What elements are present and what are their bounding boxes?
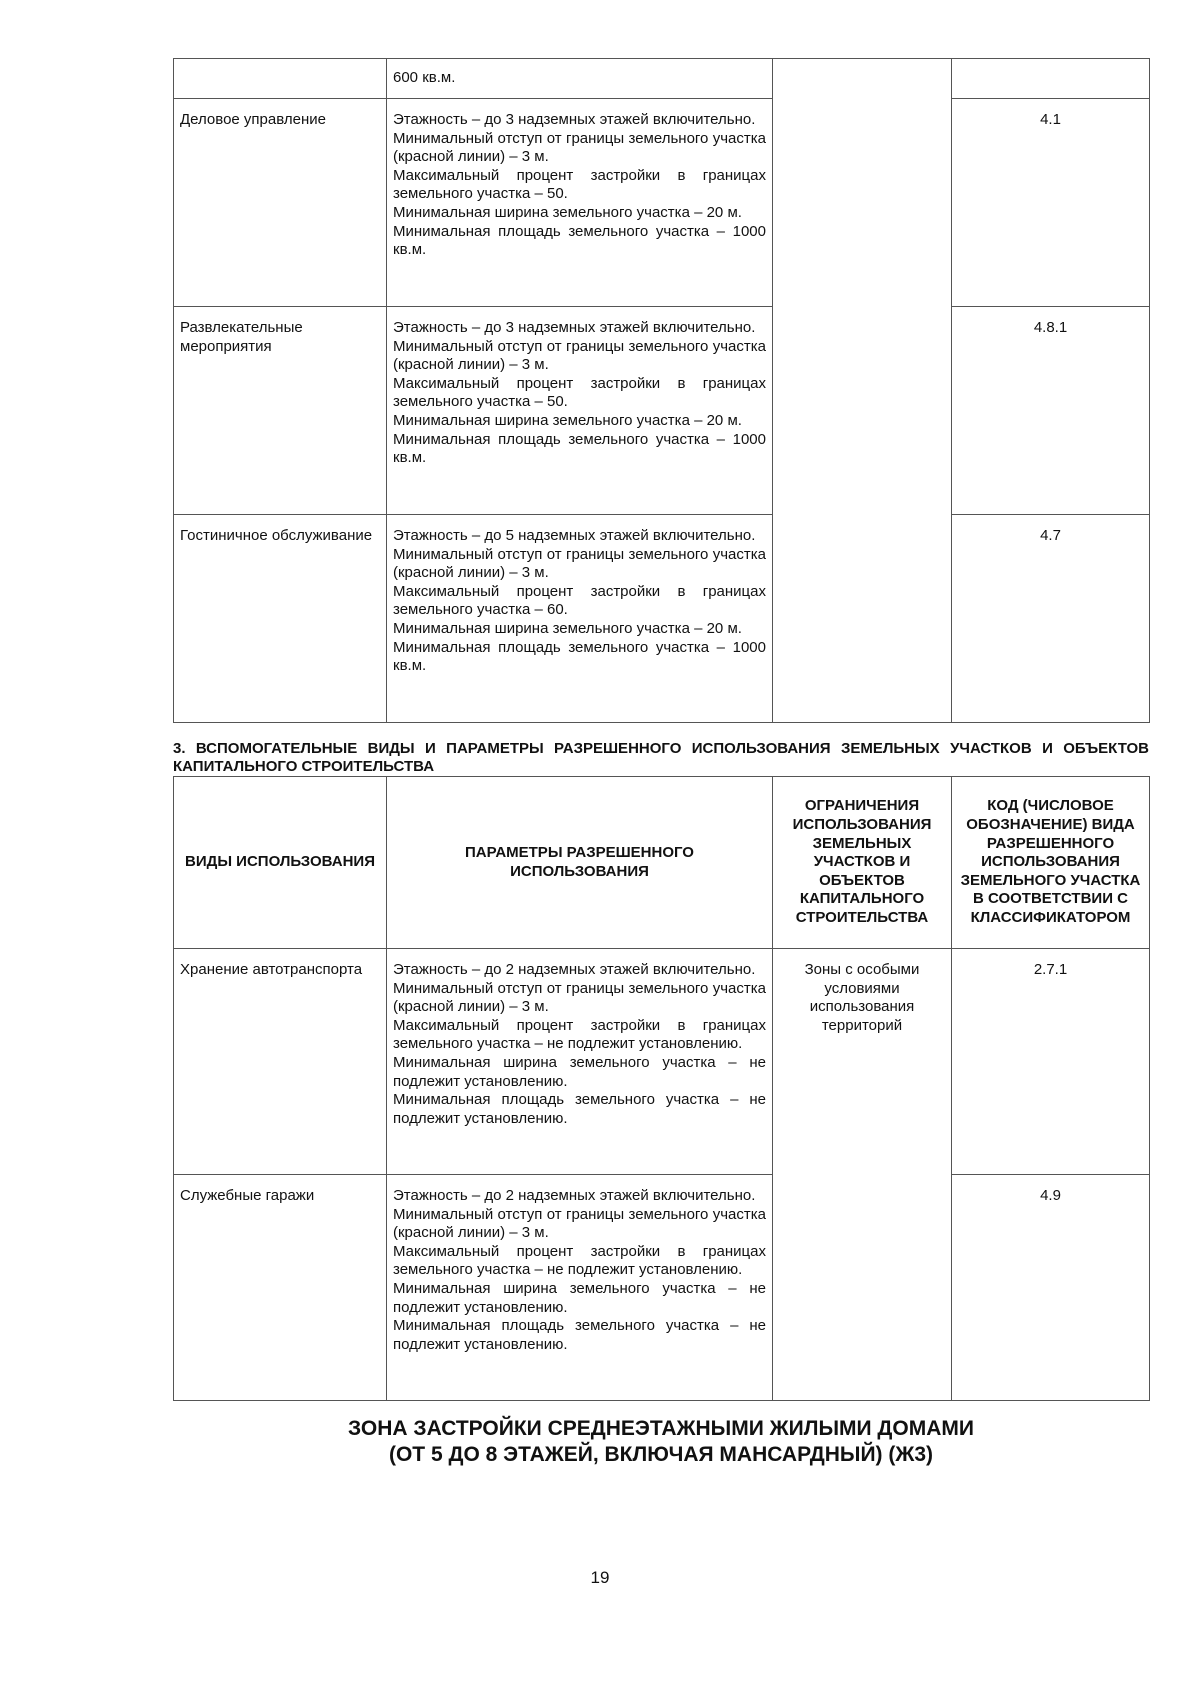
column-header-restrictions: ОГРАНИЧЕНИЯ ИСПОЛЬЗОВАНИЯ ЗЕМЕЛЬНЫХ УЧАСТКОВ И ОБЪЕКТОВ КАПИТАЛЬНОГО СТРОИТЕЛЬСТВА bbox=[773, 777, 952, 949]
use-type-cell: Служебные гаражи bbox=[174, 1175, 387, 1401]
use-type-cell: Хранение автотранспорта bbox=[174, 949, 387, 1175]
parameter-line: Минимальная площадь земельного участка – 1000 кв.м. bbox=[393, 430, 766, 467]
use-type-cell: Деловое управление bbox=[174, 99, 387, 307]
table-row bbox=[174, 307, 1150, 515]
use-type-cell bbox=[174, 59, 387, 99]
column-header-parameters: ПАРАМЕТРЫ РАЗРЕШЕННОГО ИСПОЛЬЗОВАНИЯ bbox=[387, 777, 773, 949]
parameter-line: Минимальная ширина земельного участка – не подлежит установлению. bbox=[393, 1053, 766, 1090]
auxiliary-uses-table bbox=[173, 776, 1150, 1401]
parameter-line: Минимальная ширина земельного участка – не подлежит установлению. bbox=[393, 1279, 766, 1316]
use-type-cell: Гостиничное обслуживание bbox=[174, 515, 387, 723]
zone-title bbox=[173, 1416, 1149, 1468]
column-header-use-type: ВИДЫ ИСПОЛЬЗОВАНИЯ bbox=[174, 777, 387, 949]
parameters-cell bbox=[387, 1175, 773, 1401]
parameter-line: Этажность – до 2 надземных этажей включительно. bbox=[393, 1187, 756, 1204]
parameter-line: Максимальный процент застройки в границах земельного участка – 50. bbox=[393, 166, 766, 203]
parameter-line: Минимальный отступ от границы земельного участка (красной линии) – 3 м. bbox=[393, 337, 766, 374]
zone-title-line-1: ЗОНА ЗАСТРОЙКИ СРЕДНЕЭТАЖНЫМИ ЖИЛЫМИ ДОМАМИ bbox=[348, 1417, 974, 1440]
code-cell: 4.8.1 bbox=[952, 307, 1150, 515]
parameter-line: Минимальный отступ от границы земельного участка (красной линии) – 3 м. bbox=[393, 129, 766, 166]
main-uses-table-continuation bbox=[173, 58, 1150, 723]
parameter-line: Минимальная площадь земельного участка – 1000 кв.м. bbox=[393, 638, 766, 675]
parameter-line: Минимальная ширина земельного участка – 20 м. bbox=[393, 203, 742, 221]
section-title: 3. ВСПОМОГАТЕЛЬНЫЕ ВИДЫ И ПАРАМЕТРЫ РАЗРЕШЕННОГО ИСПОЛЬЗОВАНИЯ ЗЕМЕЛЬНЫХ УЧАСТКОВ И ОБЪЕКТОВ КАПИТАЛЬНОГО СТРОИТЕЛЬСТВА bbox=[173, 740, 1149, 775]
parameter-line: Минимальная ширина земельного участка – 20 м. bbox=[393, 619, 742, 637]
code-cell: 2.7.1 bbox=[952, 949, 1150, 1175]
parameter-line: Максимальный процент застройки в границах земельного участка – не подлежит установлению. bbox=[393, 1242, 766, 1279]
parameters-cell bbox=[387, 515, 773, 723]
column-header-code: КОД (ЧИСЛОВОЕ ОБОЗНАЧЕНИЕ) ВИДА РАЗРЕШЕННОГО ИСПОЛЬЗОВАНИЯ ЗЕМЕЛЬНОГО УЧАСТКА В СООТВЕТСТВИИ С КЛАССИФИКАТОРОМ bbox=[952, 777, 1150, 949]
parameters-cell bbox=[387, 307, 773, 515]
parameter-line: Минимальный отступ от границы земельного участка (красной линии) – 3 м. bbox=[393, 979, 766, 1016]
parameter-line: 600 кв.м. bbox=[393, 69, 456, 86]
parameter-line: Максимальный процент застройки в границах земельного участка – 60. bbox=[393, 582, 766, 619]
table-row bbox=[174, 99, 1150, 307]
code-cell: 4.7 bbox=[952, 515, 1150, 723]
parameter-line: Минимальная ширина земельного участка – 20 м. bbox=[393, 411, 742, 429]
table-header-row bbox=[174, 777, 1150, 949]
parameter-line: Минимальный отступ от границы земельного участка (красной линии) – 3 м. bbox=[393, 545, 766, 582]
parameter-line: Минимальный отступ от границы земельного участка (красной линии) – 3 м. bbox=[393, 1205, 766, 1242]
parameter-line: Минимальная площадь земельного участка – не подлежит установлению. bbox=[393, 1091, 766, 1127]
parameter-line: Максимальный процент застройки в границах земельного участка – 50. bbox=[393, 374, 766, 411]
parameter-line: Этажность – до 5 надземных этажей включительно. bbox=[393, 527, 756, 544]
code-cell: 4.9 bbox=[952, 1175, 1150, 1401]
code-cell: 4.1 bbox=[952, 99, 1150, 307]
parameters-cell bbox=[387, 949, 773, 1175]
parameter-line: Этажность – до 3 надземных этажей включительно. bbox=[393, 319, 756, 336]
zone-title-line-2: (ОТ 5 ДО 8 ЭТАЖЕЙ, ВКЛЮЧАЯ МАНСАРДНЫЙ) (Ж3) bbox=[388, 1443, 934, 1466]
code-cell bbox=[952, 59, 1150, 99]
restrictions-cell: Зоны с особыми условиями использования территорий bbox=[773, 949, 952, 1401]
parameters-cell bbox=[387, 99, 773, 307]
page-number: 19 bbox=[590, 1568, 610, 1587]
parameter-line: Этажность – до 3 надземных этажей включительно. bbox=[393, 111, 756, 128]
parameter-line: Максимальный процент застройки в границах земельного участка – не подлежит установлению. bbox=[393, 1016, 766, 1053]
use-type-cell: Развлекательные мероприятия bbox=[174, 307, 387, 515]
table-row bbox=[174, 1175, 1150, 1401]
parameters-cell bbox=[387, 59, 773, 99]
restrictions-cell bbox=[773, 59, 952, 723]
table-row bbox=[174, 59, 1150, 99]
parameter-line: Этажность – до 2 надземных этажей включительно. bbox=[393, 961, 756, 978]
parameter-line: Минимальная площадь земельного участка – не подлежит установлению. bbox=[393, 1317, 766, 1353]
parameter-line: Минимальная площадь земельного участка – 1000 кв.м. bbox=[393, 222, 766, 259]
table-row bbox=[174, 515, 1150, 723]
table-row bbox=[174, 949, 1150, 1175]
